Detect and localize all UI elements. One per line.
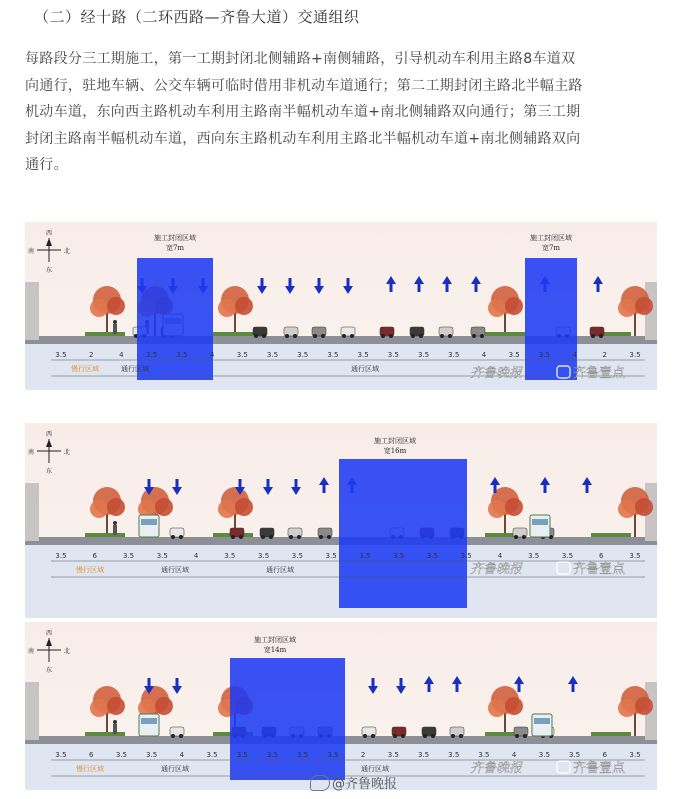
car-wheel — [285, 334, 289, 338]
area-label: 慢行区域 — [76, 566, 104, 574]
lane-width-label: 3.5 — [417, 351, 430, 359]
zone-width-label: 宽14m — [263, 646, 287, 654]
pedestrian-head — [113, 521, 117, 525]
car-wheel — [297, 535, 301, 539]
weibo-icon — [310, 775, 330, 791]
tree-crown — [155, 697, 173, 715]
watermark: 齐鲁壹点 — [573, 366, 626, 381]
car-wheel — [523, 734, 527, 738]
area-label: 通行区域 — [161, 765, 189, 773]
lane-width-label: 3.5 — [297, 351, 309, 359]
hedge — [591, 533, 631, 537]
tree-crown — [488, 299, 506, 317]
lane-width-label: 3.5 — [224, 552, 236, 560]
lane-width-label: 3.5 — [55, 751, 67, 759]
hedge — [485, 332, 525, 336]
bus-window — [141, 718, 157, 724]
tree-crown — [505, 297, 523, 315]
hedge — [85, 533, 125, 537]
lane-width-label: 3.5 — [460, 552, 472, 560]
car-wheel — [239, 535, 243, 539]
lane-width-label: 4 — [119, 351, 124, 359]
lane-width-label: 3.5 — [327, 751, 339, 759]
bus — [139, 515, 159, 537]
zone-width-label: 宽16m — [383, 447, 407, 455]
compass-label: 北 — [63, 648, 71, 655]
cross-section-svg — [25, 423, 657, 618]
lane-width-label: 3.5 — [478, 751, 490, 759]
lane-width-label: 3.5 — [236, 351, 248, 359]
tree-trunk — [634, 312, 636, 336]
paragraph-line: 封闭主路南半幅机动车道，西向东主路机动车利用主路北半幅机动车道+南北侧辅路双向 — [25, 130, 581, 147]
car-wheel — [514, 535, 518, 539]
lane-width-label: 3.5 — [538, 751, 550, 759]
watermark: 齐鲁壹点 — [573, 562, 626, 577]
lane-width-label: 3.5 — [629, 552, 641, 560]
lane-width-label: 3.5 — [561, 552, 574, 560]
car-wheel — [440, 334, 444, 338]
car-wheel — [459, 734, 463, 738]
tree-trunk — [634, 513, 636, 537]
tree-crown — [235, 297, 253, 315]
pedestrian-head — [113, 320, 117, 324]
car-wheel — [599, 334, 603, 338]
lane-width-label: 3.5 — [569, 751, 581, 759]
lane-width-label: 3.5 — [146, 351, 158, 359]
compass-label: 北 — [63, 248, 71, 255]
car-wheel — [591, 334, 595, 338]
lane-width-label: 3.5 — [538, 351, 550, 359]
zone-title: 施工封闭区域 — [374, 437, 416, 445]
car-wheel — [179, 734, 183, 738]
cross-section-svg — [25, 222, 657, 390]
car-wheel — [179, 535, 183, 539]
lane-width-label: 4 — [209, 351, 215, 359]
lane-width-label: 6 — [88, 751, 94, 759]
closed-zone — [525, 258, 577, 380]
car-wheel — [261, 535, 265, 539]
tree-crown — [618, 699, 636, 717]
area-label: 慢行区域 — [71, 365, 99, 373]
tree-crown — [90, 299, 108, 317]
paragraph-line: 每路段分三工期施工，第一工期封闭北侧辅路+南侧辅路，引导机动车利用主路8车道双 — [25, 51, 576, 67]
pedestrian-body — [113, 525, 117, 535]
zone-title: 施工封闭区域 — [254, 636, 296, 644]
zone-title: 施工封闭区域 — [154, 234, 196, 242]
tree-crown — [90, 500, 108, 518]
building-left — [25, 483, 39, 541]
lane-width-label: 3.5 — [156, 552, 168, 560]
lane-width-label: 4 — [511, 751, 517, 759]
lane-width-label: 4 — [193, 552, 199, 560]
tree-crown — [618, 500, 636, 518]
lane-width-label: 3.5 — [448, 351, 460, 359]
lane-width-label: 3.5 — [417, 751, 430, 759]
car-wheel — [411, 334, 415, 338]
compass-label: 东 — [45, 468, 53, 475]
area-label: 通行区域 — [161, 566, 189, 574]
area-label: 通行区域 — [351, 365, 379, 373]
zone-width-label: 宽7m — [541, 244, 561, 252]
car-wheel — [231, 535, 235, 539]
lane-width-label: 3.5 — [236, 751, 248, 759]
area-label: 慢行区域 — [76, 765, 104, 773]
car-wheel — [350, 334, 354, 338]
lane-width-label: 3.5 — [122, 552, 135, 560]
tree-crown — [505, 498, 523, 516]
body-paragraph — [25, 46, 665, 179]
lane-width-label: 6 — [599, 552, 604, 560]
hedge — [591, 732, 631, 736]
lane-width-label: 3.5 — [258, 552, 270, 560]
tree-crown — [155, 498, 173, 516]
watermark: 齐鲁晚报 — [470, 761, 523, 776]
watermark: 齐鲁晚报 — [470, 366, 523, 381]
car-wheel — [393, 734, 397, 738]
bus-window — [141, 519, 157, 525]
road-cross-section-phase-3 — [25, 622, 657, 790]
closed-zone — [339, 459, 467, 608]
lane-width-label: 6 — [602, 751, 608, 759]
car-wheel — [423, 734, 427, 738]
compass-label: 南 — [27, 248, 35, 255]
area-label: 通行区域 — [121, 365, 149, 373]
compass-label: 南 — [27, 449, 35, 456]
car-wheel — [254, 334, 258, 338]
car-wheel — [327, 535, 331, 539]
lane-width-label: 3.5 — [297, 751, 309, 759]
lane-width-label: 3.5 — [146, 751, 158, 759]
lane-width-label: 3.5 — [387, 351, 399, 359]
tree-crown — [107, 498, 125, 516]
car-wheel — [363, 734, 367, 738]
lane-width-label: 3.5 — [629, 751, 641, 759]
car-wheel — [419, 334, 423, 338]
lane-width-label: 6 — [92, 552, 97, 560]
car-wheel — [321, 334, 325, 338]
lane-width-label: 3.5 — [266, 751, 279, 759]
tree-crown — [218, 299, 236, 317]
area-label: 通行区域 — [361, 765, 389, 773]
compass-label: 东 — [45, 667, 53, 674]
tree-crown — [635, 297, 653, 315]
bus-window — [532, 519, 548, 525]
road-cross-section-phase-1 — [25, 222, 657, 390]
zone-title: 施工封闭区域 — [530, 234, 572, 242]
car-wheel — [293, 334, 297, 338]
lane-width-label: 3.5 — [528, 552, 540, 560]
lane-width-label: 3.5 — [508, 351, 520, 359]
lane-width-label: 3.5 — [359, 552, 371, 560]
hedge — [213, 332, 253, 336]
compass-label: 北 — [63, 449, 71, 456]
lane-width-label: 3.5 — [327, 351, 339, 359]
bus — [139, 714, 159, 736]
lane-width-label: 3.5 — [206, 751, 218, 759]
car-wheel — [262, 334, 266, 338]
car-wheel — [480, 334, 484, 338]
lane-width-label: 4 — [481, 351, 487, 359]
building-left — [25, 682, 39, 740]
lane-width-label: 3.5 — [357, 351, 369, 359]
lane-width-label: 4 — [572, 351, 577, 359]
car-wheel — [381, 334, 385, 338]
lane-width-label: 3.5 — [115, 751, 127, 759]
car-wheel — [289, 535, 293, 539]
car-wheel — [171, 535, 175, 539]
pedestrian-body — [113, 724, 117, 734]
pedestrian-body — [113, 324, 117, 334]
bus-window — [534, 718, 550, 724]
pedestrian-head — [113, 720, 117, 724]
car-wheel — [269, 535, 273, 539]
tree-crown — [107, 697, 125, 715]
area-label: 通行区域 — [266, 566, 294, 574]
watermark: 齐鲁壹点 — [573, 761, 626, 776]
car-wheel — [472, 334, 476, 338]
tree-crown — [90, 699, 108, 717]
lane-width-label: 3.5 — [291, 552, 303, 560]
tree-crown — [488, 699, 506, 717]
lane-width-label: 4 — [497, 552, 503, 560]
tree-trunk — [634, 712, 636, 736]
compass-label: 西 — [45, 630, 53, 637]
lane-width-label: 3.5 — [387, 751, 399, 759]
closed-zone — [137, 258, 213, 380]
tree-crown — [107, 297, 125, 315]
car-wheel — [313, 334, 317, 338]
car-wheel — [522, 535, 526, 539]
lane-width-label: 2 — [602, 351, 608, 359]
compass-label: 西 — [45, 431, 53, 438]
building-left — [25, 282, 39, 340]
lane-width-label: 3.5 — [176, 351, 188, 359]
tree-crown — [235, 498, 253, 516]
lane-width-label: 3.5 — [448, 751, 460, 759]
lane-width-label: 2 — [360, 751, 366, 759]
tree-crown — [635, 697, 653, 715]
lane-width-label: 3.5 — [55, 351, 67, 359]
lane-width-label: 3.5 — [266, 351, 279, 359]
car-wheel — [389, 334, 393, 338]
lane-width-label: 4 — [179, 751, 185, 759]
lane-width-label: 2 — [88, 351, 94, 359]
lane-width-label: 3.5 — [426, 552, 438, 560]
car-wheel — [401, 734, 405, 738]
tree-crown — [505, 697, 523, 715]
compass-label: 东 — [45, 267, 53, 274]
section-heading: （二）经十路（二环西路—齐鲁大道）交通组织 — [34, 8, 360, 26]
watermark: 齐鲁晚报 — [470, 562, 523, 577]
tree-crown — [635, 498, 653, 516]
car-wheel — [342, 334, 346, 338]
lane-width-label: 3.5 — [629, 351, 641, 359]
zone-width-label: 宽7m — [165, 244, 185, 252]
car-wheel — [451, 734, 455, 738]
road-cross-section-phase-2 — [25, 423, 657, 618]
bottom-watermark: @齐鲁晚报 — [310, 773, 397, 792]
paragraph-line: 机动车道，东向西主路机动车利用主路南半幅机动车道+南北侧辅路双向通行；第三工期 — [25, 104, 581, 120]
cross-section-svg — [25, 622, 657, 790]
paragraph-line: 向通行，驻地车辆、公交车辆可临时借用非机动车道通行；第二工期封闭主路北半幅主路 — [25, 77, 583, 94]
compass-label: 西 — [45, 230, 53, 237]
car-wheel — [448, 334, 452, 338]
bus — [532, 714, 552, 736]
closed-zone — [230, 658, 345, 780]
lane-width-label: 3.5 — [325, 552, 337, 560]
paragraph-line: 通行。 — [25, 157, 68, 173]
car-wheel — [319, 535, 323, 539]
hedge — [85, 732, 125, 736]
car-wheel — [431, 734, 435, 738]
car-wheel — [515, 734, 519, 738]
tree-crown — [488, 500, 506, 518]
hedge — [85, 332, 125, 336]
lane-width-label: 3.5 — [393, 552, 405, 560]
bus — [530, 515, 550, 537]
tree-crown — [218, 500, 236, 518]
lane-width-label: 3.5 — [55, 552, 67, 560]
car-wheel — [371, 734, 375, 738]
compass-label: 南 — [27, 648, 35, 655]
tree-crown — [618, 299, 636, 317]
car-wheel — [171, 734, 175, 738]
